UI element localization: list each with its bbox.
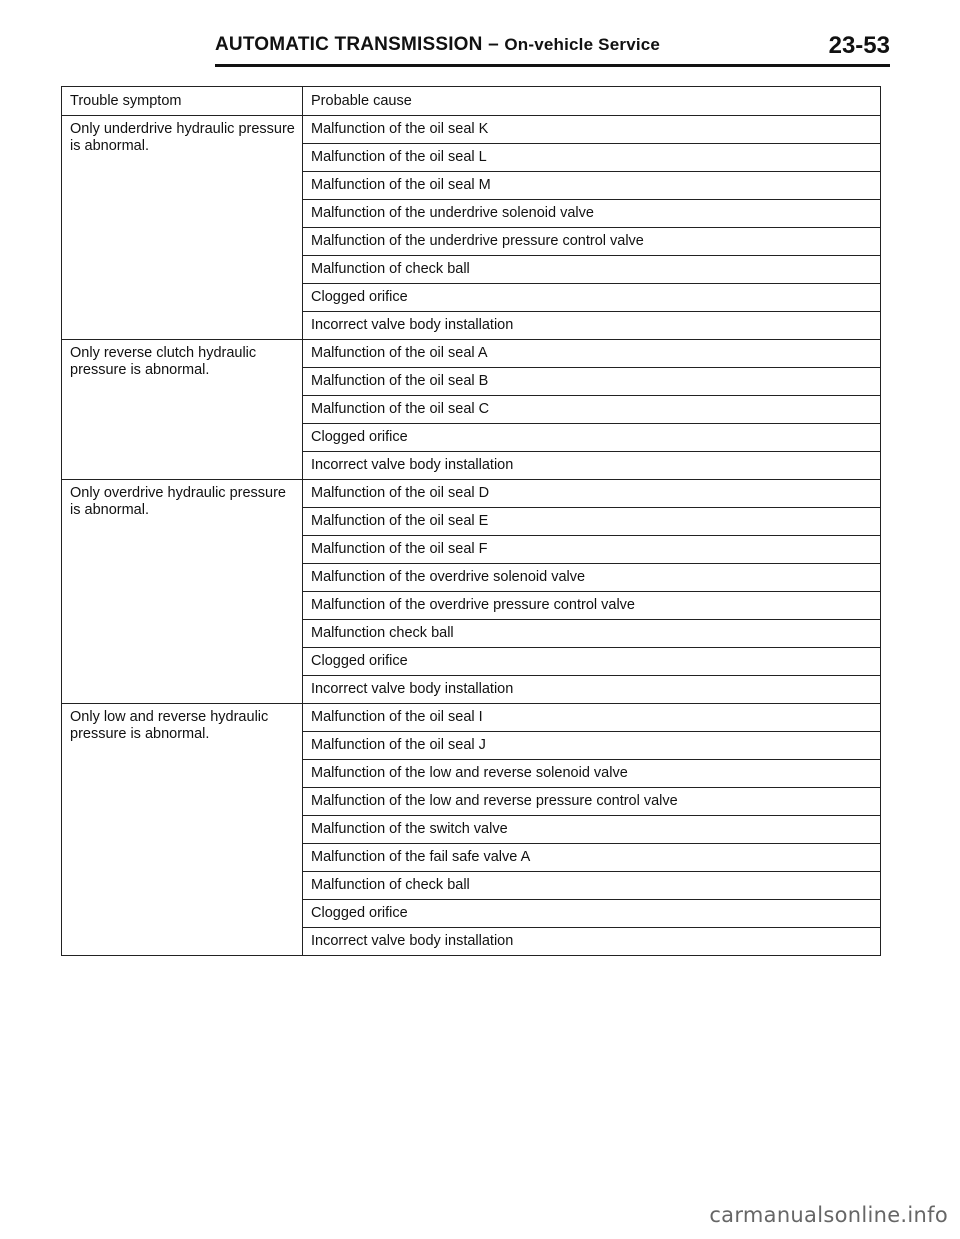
cause-cell: Clogged orifice xyxy=(303,648,881,676)
table-row xyxy=(62,480,881,508)
symptom-cell: Only low and reverse hydraulic pressure is abnormal. xyxy=(62,704,303,956)
cause-cell: Malfunction of the oil seal I xyxy=(303,704,881,732)
cause-cell: Incorrect valve body installation xyxy=(303,928,881,956)
chapter-title: AUTOMATIC TRANSMISSION xyxy=(215,34,483,55)
page-header xyxy=(215,30,890,64)
cause-cell: Malfunction of the oil seal B xyxy=(303,368,881,396)
cause-cell: Malfunction of the oil seal J xyxy=(303,732,881,760)
symptom-cell: Only underdrive hydraulic pressure is abnormal. xyxy=(62,116,303,340)
cause-cell: Malfunction of the low and reverse pressure control valve xyxy=(303,788,881,816)
column-header-cause: Probable cause xyxy=(303,87,881,116)
table-row xyxy=(62,704,881,732)
cause-cell: Malfunction of the oil seal F xyxy=(303,536,881,564)
table-body xyxy=(62,116,881,956)
title-separator: – xyxy=(488,34,499,55)
symptom-cell: Only reverse clutch hydraulic pressure is abnormal. xyxy=(62,340,303,480)
table-row xyxy=(62,340,881,368)
cause-cell: Malfunction check ball xyxy=(303,620,881,648)
cause-cell: Malfunction of the underdrive pressure control valve xyxy=(303,228,881,256)
cause-cell: Malfunction of check ball xyxy=(303,256,881,284)
cause-cell: Malfunction of the fail safe valve A xyxy=(303,844,881,872)
cause-cell: Malfunction of the switch valve xyxy=(303,816,881,844)
cause-cell: Malfunction of the oil seal M xyxy=(303,172,881,200)
cause-cell: Incorrect valve body installation xyxy=(303,452,881,480)
cause-cell: Malfunction of the overdrive pressure control valve xyxy=(303,592,881,620)
cause-cell: Clogged orifice xyxy=(303,284,881,312)
table-header-row xyxy=(62,87,881,116)
cause-cell: Malfunction of check ball xyxy=(303,872,881,900)
cause-cell: Malfunction of the overdrive solenoid valve xyxy=(303,564,881,592)
cause-cell: Malfunction of the underdrive solenoid valve xyxy=(303,200,881,228)
symptom-cell: Only overdrive hydraulic pressure is abnormal. xyxy=(62,480,303,704)
cause-cell: Malfunction of the low and reverse solenoid valve xyxy=(303,760,881,788)
cause-cell: Malfunction of the oil seal L xyxy=(303,144,881,172)
cause-cell: Incorrect valve body installation xyxy=(303,312,881,340)
cause-cell: Malfunction of the oil seal C xyxy=(303,396,881,424)
cause-cell: Clogged orifice xyxy=(303,424,881,452)
cause-cell: Malfunction of the oil seal D xyxy=(303,480,881,508)
cause-cell: Malfunction of the oil seal K xyxy=(303,116,881,144)
page-number: 23-53 xyxy=(828,32,890,59)
table-row xyxy=(62,116,881,144)
section-title: On-vehicle Service xyxy=(504,35,661,54)
cause-cell: Incorrect valve body installation xyxy=(303,676,881,704)
cause-cell: Malfunction of the oil seal A xyxy=(303,340,881,368)
page-title xyxy=(215,34,660,56)
cause-cell: Clogged orifice xyxy=(303,900,881,928)
header-rule xyxy=(215,64,890,67)
cause-cell: Malfunction of the oil seal E xyxy=(303,508,881,536)
watermark: carmanualsonline.info xyxy=(709,1203,948,1227)
column-header-symptom: Trouble symptom xyxy=(62,87,303,116)
troubleshooting-table xyxy=(61,86,881,956)
